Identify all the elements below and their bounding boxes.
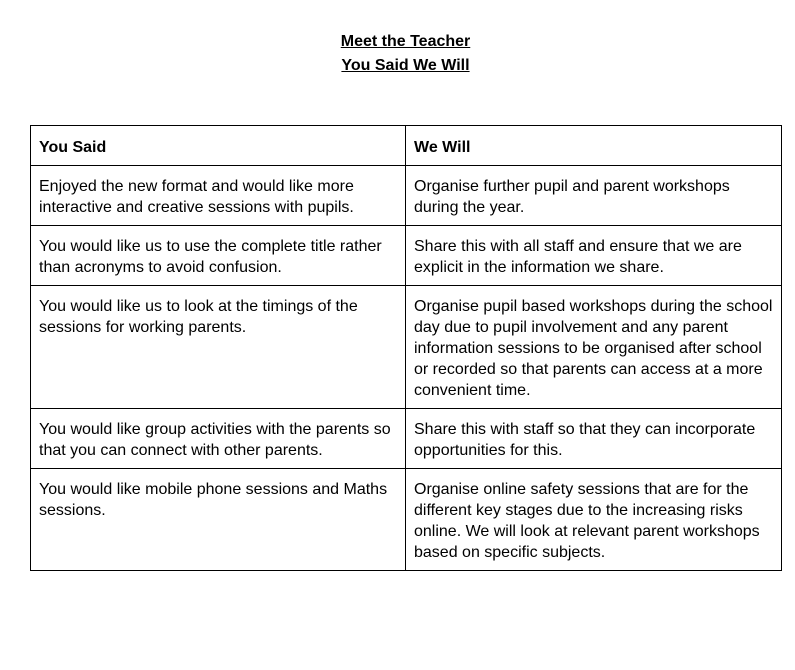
title-meet-the-teacher: Meet the Teacher xyxy=(340,33,471,50)
header-you-said: You Said xyxy=(31,126,406,166)
cell-we-will: Organise online safety sessions that are for the different key stages due to the increasing risks online. We will look at relevant parent workshops based on specific subjects. xyxy=(406,469,782,571)
table-row xyxy=(31,409,782,469)
cell-you-said: You would like us to look at the timings of the sessions for working parents. xyxy=(31,286,406,409)
table-row xyxy=(31,469,782,571)
table-row xyxy=(31,166,782,226)
cell-we-will: Share this with staff so that they can incorporate opportunities for this. xyxy=(406,409,782,469)
cell-you-said: You would like mobile phone sessions and Maths sessions. xyxy=(31,469,406,571)
document-title xyxy=(0,30,795,78)
table-row xyxy=(31,226,782,286)
table-row xyxy=(31,286,782,409)
feedback-table xyxy=(30,125,782,571)
cell-we-will: Organise further pupil and parent workshops during the year. xyxy=(406,166,782,226)
table-header-row xyxy=(31,126,782,166)
cell-we-will: Organise pupil based workshops during the school day due to pupil involvement and any parent information sessions to be organised after school or recorded so that parents can access at a more convenient time. xyxy=(406,286,782,409)
title-you-said-we-will: You Said We Will xyxy=(341,57,470,74)
cell-we-will: Share this with all staff and ensure that we are explicit in the information we share. xyxy=(406,226,782,286)
cell-you-said: You would like us to use the complete title rather than acronyms to avoid confusion. xyxy=(31,226,406,286)
header-we-will: We Will xyxy=(406,126,782,166)
cell-you-said: Enjoyed the new format and would like more interactive and creative sessions with pupils. xyxy=(31,166,406,226)
cell-you-said: You would like group activities with the parents so that you can connect with other parents. xyxy=(31,409,406,469)
